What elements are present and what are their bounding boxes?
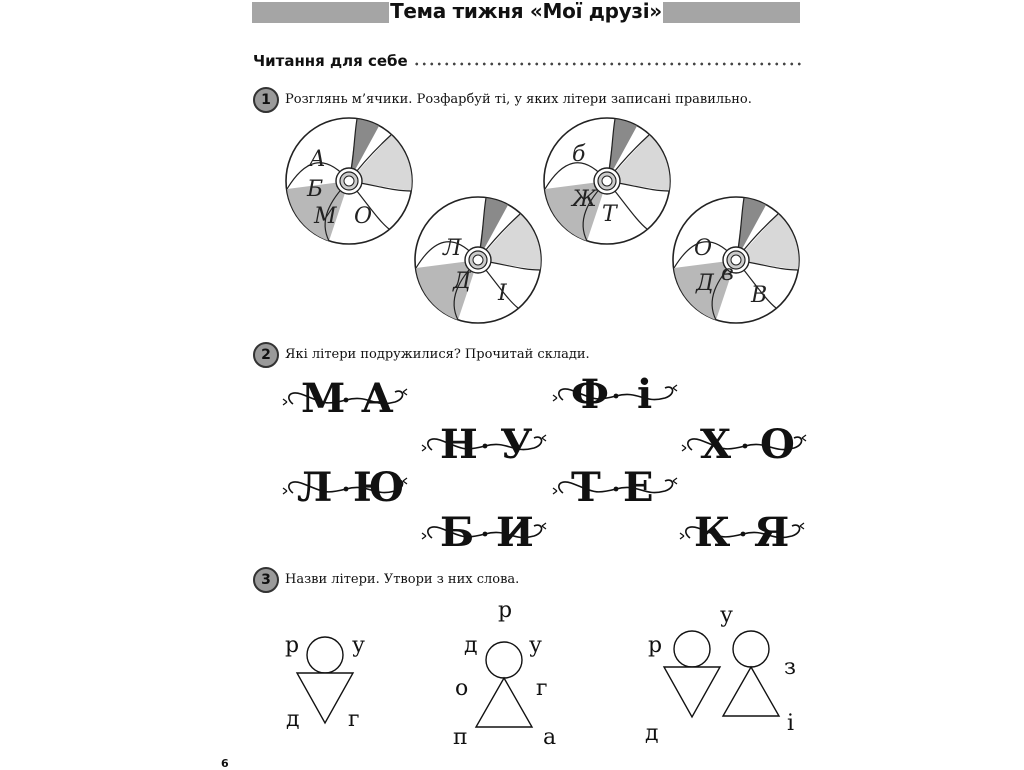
figure-1: [280, 620, 380, 740]
page-title: Тема тижня «Мої друзі»: [390, 0, 662, 23]
task-3-text: Назви літери. Утвори з них слова.: [285, 572, 520, 587]
figure-2-letter-p: п: [453, 725, 468, 750]
ball-2-letter-3: І: [498, 281, 507, 306]
ball-3-letter-1: б: [572, 142, 586, 167]
ball-1-letter-4: О: [354, 204, 373, 229]
ball-3[interactable]: [542, 116, 672, 246]
syllable-kho-letter-1: Х: [700, 421, 732, 468]
ball-2[interactable]: [413, 195, 543, 325]
syllable-te-letter-2: Е: [623, 464, 654, 511]
figure-2-letter-d: д: [464, 633, 478, 658]
syllable-by[interactable]: [422, 509, 548, 556]
header-bar-left: [252, 2, 389, 23]
syllable-liu-letter-2: Ю: [353, 464, 405, 511]
syllable-by-letter-1: Б: [440, 509, 475, 556]
syllable-liu[interactable]: [283, 464, 409, 511]
figure-1-letter-h: г: [348, 707, 360, 732]
ball-4[interactable]: [671, 195, 801, 325]
task-2-number: 2: [253, 342, 279, 368]
syllable-nu-letter-1: Н: [440, 421, 478, 468]
syllable-liu-letter-1: Л: [297, 464, 333, 511]
figure-2-letter-a: а: [543, 725, 557, 750]
figure-3-letter-r: р: [648, 633, 663, 658]
figure-3: [640, 600, 805, 750]
page-header: [252, 2, 800, 24]
figure-1-letter-r: р: [285, 633, 300, 658]
ball-4-letter-1: О: [694, 236, 713, 261]
figure-2: [450, 595, 570, 750]
figure-3-letter-i: і: [787, 711, 795, 736]
syllable-ma-letter-2: А: [361, 375, 394, 422]
syllable-kho-letter-2: О: [760, 421, 795, 468]
figure-1-letter-u: у: [352, 633, 365, 658]
syllable-nu-letter-2: У: [500, 421, 533, 468]
ball-4-letter-2: Д: [696, 271, 714, 296]
syllable-fi[interactable]: [553, 371, 679, 418]
figure-3-letter-d: д: [645, 721, 659, 746]
figure-2-letter-u: у: [529, 633, 542, 658]
figure-1-letter-d: д: [286, 707, 300, 732]
figure-3-letter-u: у: [720, 603, 733, 628]
figure-2-letter-o: о: [455, 676, 469, 701]
section-title: Читання для себе: [253, 52, 408, 70]
ball-3-letter-3: Т: [602, 202, 617, 227]
syllable-te[interactable]: [553, 464, 679, 511]
dotted-divider: [413, 62, 801, 66]
syllable-nu[interactable]: [422, 421, 548, 468]
page-number: 6: [221, 757, 229, 770]
ball-3-letter-2: Ж: [572, 187, 597, 212]
figure-2-letter-r: р: [498, 598, 513, 623]
task-2-text: Які літери подружилися? Прочитай склади.: [285, 347, 590, 362]
ball-4-letter-3: в: [721, 261, 734, 286]
syllable-kia-letter-2: Я: [754, 509, 790, 556]
ball-2-letter-1: Л: [443, 236, 462, 261]
syllable-fi-letter-2: і: [637, 371, 653, 418]
ball-4-letter-4: В: [751, 283, 768, 308]
syllable-fi-letter-1: Ф: [571, 371, 609, 418]
syllable-kia[interactable]: [680, 509, 806, 556]
ball-1-letter-2: Б: [307, 177, 324, 202]
syllable-kia-letter-1: К: [694, 509, 731, 556]
syllable-te-letter-1: Т: [571, 464, 601, 511]
task-1-number: 1: [253, 87, 279, 113]
figure-2-letter-h: г: [536, 676, 548, 701]
ball-1-letter-3: М: [314, 204, 337, 229]
task-3-number: 3: [253, 567, 279, 593]
ball-2-letter-2: Д: [453, 269, 471, 294]
task-1-text: Розглянь м’ячики. Розфарбуй ті, у яких літери записані правильно.: [285, 92, 752, 107]
header-bar-right: [663, 2, 800, 23]
figure-3-letter-z: з: [784, 655, 796, 680]
ball-1[interactable]: [284, 116, 414, 246]
syllable-by-letter-2: И: [496, 509, 534, 556]
syllable-kho[interactable]: [682, 421, 808, 468]
syllable-ma-letter-1: М: [301, 375, 346, 422]
ball-1-letter-1: А: [309, 147, 326, 172]
syllable-ma[interactable]: [283, 375, 409, 422]
